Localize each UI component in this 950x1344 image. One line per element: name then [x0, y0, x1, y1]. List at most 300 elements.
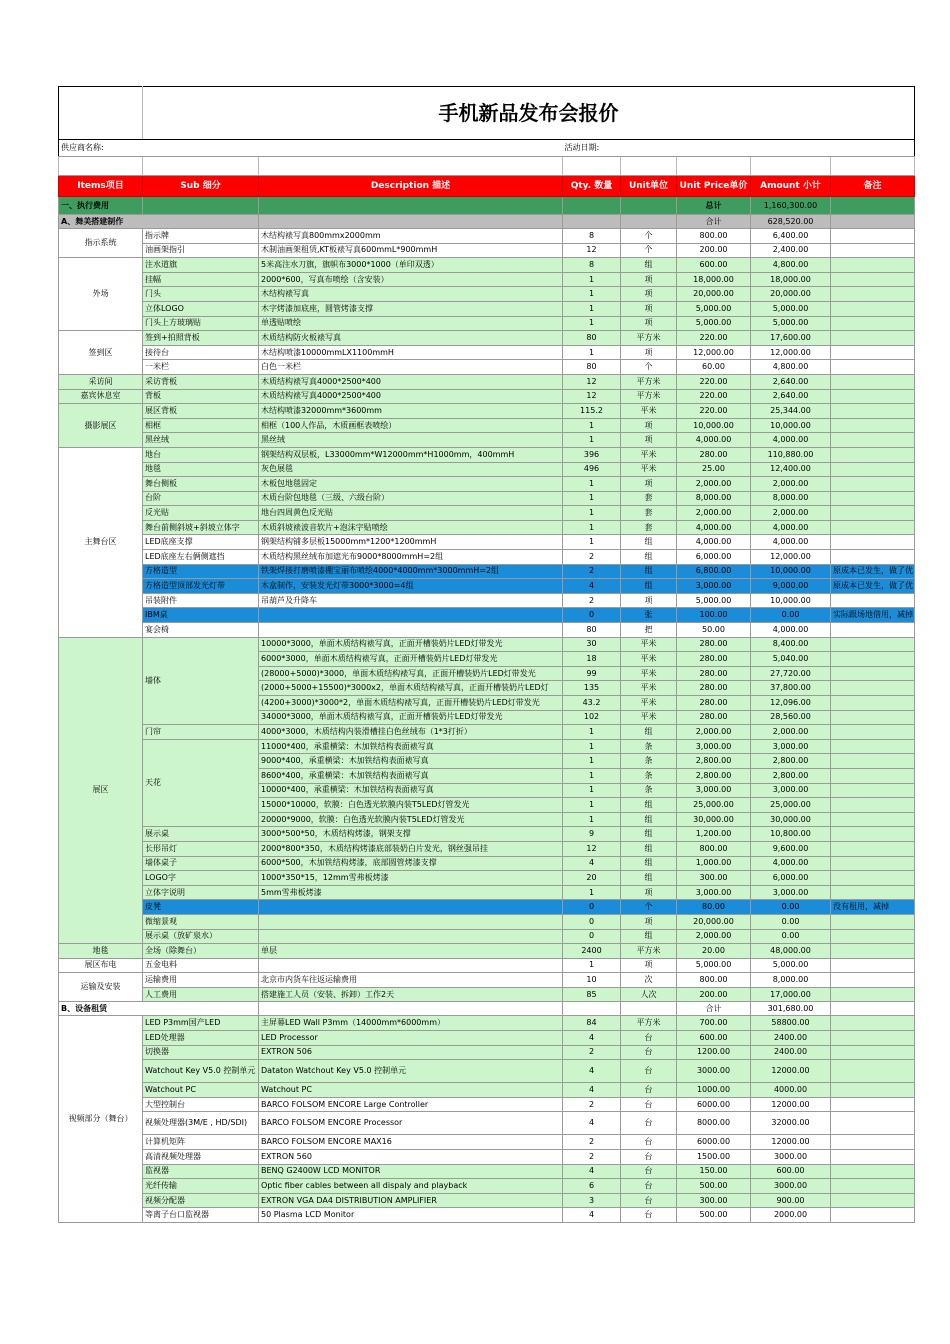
table-row — [59, 506, 915, 521]
amount-cell: 5,000.00 — [751, 958, 831, 973]
amount-cell: 8,000.00 — [751, 973, 831, 988]
qty-cell: 1 — [563, 754, 621, 769]
unit-cell: 项 — [621, 885, 677, 900]
unit-price-cell: 200.00 — [677, 243, 751, 258]
unit-cell: 个 — [621, 900, 677, 915]
sub-item-cell: 门头上方玻璃贴 — [143, 316, 259, 331]
note-cell — [831, 710, 915, 725]
note-cell — [831, 462, 915, 477]
sub-item-cell: 方格造型顶部发光灯带 — [143, 579, 259, 594]
amount-cell: 8,400.00 — [751, 637, 831, 652]
unit-price-cell: 280.00 — [677, 696, 751, 711]
qty-cell: 12 — [563, 243, 621, 258]
note-cell — [831, 1031, 915, 1046]
note-cell — [831, 973, 915, 988]
sub-item-cell: 天花 — [143, 739, 259, 827]
note-cell — [831, 944, 915, 959]
header-items: Items项目 — [59, 176, 143, 197]
item-group-cell: 外场 — [59, 258, 143, 331]
section-b-total-label: 合计 — [677, 1002, 751, 1016]
note-cell — [831, 754, 915, 769]
qty-cell: 1 — [563, 783, 621, 798]
unit-cell: 组 — [621, 579, 677, 594]
qty-cell: 1 — [563, 958, 621, 973]
table-row — [59, 418, 915, 433]
table-row — [59, 287, 915, 302]
unit-price-cell: 3,000.00 — [677, 579, 751, 594]
table-row — [59, 1208, 915, 1223]
section-cell — [259, 215, 563, 229]
unit-cell: 人次 — [621, 987, 677, 1002]
unit-price-cell: 20,000.00 — [677, 287, 751, 302]
blank-cell — [143, 157, 259, 176]
unit-price-cell: 200.00 — [677, 987, 751, 1002]
amount-cell: 2,000.00 — [751, 506, 831, 521]
description-cell: 木质结构裱写真4000*2500*400 — [259, 374, 563, 389]
sub-item-cell: 运输费用 — [143, 973, 259, 988]
unit-price-cell: 25,000.00 — [677, 798, 751, 813]
amount-cell: 2,640.00 — [751, 389, 831, 404]
table-row — [59, 623, 915, 638]
unit-cell: 平方米 — [621, 389, 677, 404]
amount-cell: 4000.00 — [751, 1083, 831, 1098]
table-row — [59, 856, 915, 871]
title-row — [59, 87, 915, 140]
section-cell — [831, 197, 915, 215]
description-cell: 8600*400，承重横梁：木加铁结构表面裱写真 — [259, 768, 563, 783]
unit-cell: 平米 — [621, 404, 677, 419]
amount-cell: 27,720.00 — [751, 666, 831, 681]
table-row — [59, 1045, 915, 1060]
table-row — [59, 1112, 915, 1135]
amount-cell: 25,000.00 — [751, 798, 831, 813]
sub-item-cell: 台阶 — [143, 491, 259, 506]
qty-cell: 2 — [563, 564, 621, 579]
unit-cell: 平米 — [621, 652, 677, 667]
unit-cell: 项 — [621, 914, 677, 929]
amount-cell: 2,400.00 — [751, 243, 831, 258]
note-cell — [831, 1083, 915, 1098]
amount-cell: 4,000.00 — [751, 623, 831, 638]
note-cell — [831, 229, 915, 244]
section-cell — [143, 197, 259, 215]
description-cell: 相框（100人作品，木质画框表喷绘） — [259, 418, 563, 433]
sub-item-cell: 门帘 — [143, 725, 259, 740]
blank-cell — [831, 157, 915, 176]
unit-price-cell: 1200.00 — [677, 1045, 751, 1060]
description-cell: 单透贴喷绘 — [259, 316, 563, 331]
description-cell: (4200+3000)*3000*2，单面木质结构裱写真，正面开槽装奶片LED灯带发光 — [259, 696, 563, 711]
unit-cell: 条 — [621, 768, 677, 783]
description-cell — [259, 958, 563, 973]
amount-cell: 58800.00 — [751, 1016, 831, 1031]
table-row — [59, 535, 915, 550]
blank-row — [59, 157, 915, 176]
table-row — [59, 608, 915, 623]
unit-price-cell: 10,000.00 — [677, 418, 751, 433]
table-row — [59, 637, 915, 652]
note-cell: 原成本已发生，做了优 — [831, 564, 915, 579]
unit-price-cell: 8000.00 — [677, 1112, 751, 1135]
unit-cell: 台 — [621, 1208, 677, 1223]
amount-cell: 5,040.00 — [751, 652, 831, 667]
unit-price-cell: 20,000.00 — [677, 914, 751, 929]
amount-cell: 900.00 — [751, 1193, 831, 1208]
unit-cell: 项 — [621, 316, 677, 331]
note-cell — [831, 301, 915, 316]
description-cell: 6000*500，木加铁结构烤漆，底部圆管烤漆支撑 — [259, 856, 563, 871]
qty-cell: 4 — [563, 1060, 621, 1083]
unit-price-cell: 600.00 — [677, 258, 751, 273]
unit-cell: 平米 — [621, 447, 677, 462]
header-amount: Amount 小计 — [751, 176, 831, 197]
sub-item-cell: 方格造型 — [143, 564, 259, 579]
unit-cell: 项 — [621, 958, 677, 973]
unit-price-cell: 25.00 — [677, 462, 751, 477]
sub-item-cell: 一米栏 — [143, 360, 259, 375]
amount-cell: 2,800.00 — [751, 754, 831, 769]
unit-price-cell: 4,000.00 — [677, 433, 751, 448]
blank-cell — [59, 157, 143, 176]
unit-price-cell: 2,000.00 — [677, 929, 751, 944]
qty-cell: 496 — [563, 462, 621, 477]
table-row — [59, 725, 915, 740]
unit-cell: 套 — [621, 491, 677, 506]
note-cell — [831, 652, 915, 667]
unit-price-cell: 6,000.00 — [677, 550, 751, 565]
unit-price-cell: 2,000.00 — [677, 477, 751, 492]
sub-item-cell: 反光贴 — [143, 506, 259, 521]
description-cell: 15000*10000，软膜：白色透光软膜内装T5LED灯管发光 — [259, 798, 563, 813]
qty-cell: 1 — [563, 885, 621, 900]
supplier-label: 供应商名称: — [59, 140, 563, 157]
description-cell: 34000*3000，单面木质结构裱写真，正面开槽装奶片LED灯带发光 — [259, 710, 563, 725]
sub-item-cell: 微缩景观 — [143, 914, 259, 929]
amount-cell: 28,560.00 — [751, 710, 831, 725]
note-cell — [831, 1164, 915, 1179]
note-cell — [831, 593, 915, 608]
table-row — [59, 404, 915, 419]
item-group-cell: 摄影展区 — [59, 404, 143, 448]
sub-item-cell: 切换器 — [143, 1045, 259, 1060]
note-cell — [831, 1179, 915, 1194]
note-cell — [831, 1150, 915, 1165]
amount-cell: 0.00 — [751, 914, 831, 929]
description-cell: EXTRON 506 — [259, 1045, 563, 1060]
note-cell — [831, 404, 915, 419]
unit-cell: 台 — [621, 1135, 677, 1150]
sub-item-cell: 黑丝绒 — [143, 433, 259, 448]
section-a-row — [59, 215, 915, 229]
description-cell: 单层 — [259, 944, 563, 959]
sub-item-cell: LED处理器 — [143, 1031, 259, 1046]
description-cell: 9000*400，承重横梁：木加铁结构表面裱写真 — [259, 754, 563, 769]
qty-cell: 135 — [563, 681, 621, 696]
unit-price-cell: 4,000.00 — [677, 520, 751, 535]
note-cell — [831, 725, 915, 740]
unit-price-cell: 8,000.00 — [677, 491, 751, 506]
qty-cell: 4 — [563, 1208, 621, 1223]
sub-item-cell: LOGO字 — [143, 871, 259, 886]
amount-cell: 600.00 — [751, 1164, 831, 1179]
unit-cell: 套 — [621, 506, 677, 521]
table-row — [59, 1060, 915, 1083]
description-cell: 木板包地毯固定 — [259, 477, 563, 492]
unit-cell: 平方米 — [621, 1016, 677, 1031]
sub-item-cell: 背板 — [143, 389, 259, 404]
unit-cell: 次 — [621, 973, 677, 988]
note-cell — [831, 477, 915, 492]
header-description: Description 描述 — [259, 176, 563, 197]
note-cell — [831, 345, 915, 360]
description-cell — [259, 623, 563, 638]
note-cell — [831, 681, 915, 696]
header-qty: Qty. 数量 — [563, 176, 621, 197]
unit-cell: 台 — [621, 1164, 677, 1179]
sub-item-cell: 立体字说明 — [143, 885, 259, 900]
sub-item-cell: 指示牌 — [143, 229, 259, 244]
sub-item-cell: 注水道旗 — [143, 258, 259, 273]
unit-cell: 项 — [621, 287, 677, 302]
item-group-cell: 地毯 — [59, 944, 143, 959]
qty-cell: 4 — [563, 1112, 621, 1135]
item-group-cell: 主舞台区 — [59, 447, 143, 637]
sub-item-cell: 高清视频处理器 — [143, 1150, 259, 1165]
qty-cell: 80 — [563, 360, 621, 375]
description-cell: 50 Plasma LCD Monitor — [259, 1208, 563, 1223]
unit-price-cell: 3,000.00 — [677, 739, 751, 754]
sub-item-cell: 门头 — [143, 287, 259, 302]
note-cell — [831, 885, 915, 900]
description-cell: 木质结构裱写真4000*2500*400 — [259, 389, 563, 404]
date-label: 活动日期: — [563, 140, 915, 157]
amount-cell: 5,000.00 — [751, 301, 831, 316]
note-cell — [831, 418, 915, 433]
unit-price-cell: 12,000.00 — [677, 345, 751, 360]
amount-cell: 9,000.00 — [751, 579, 831, 594]
amount-cell: 10,000.00 — [751, 593, 831, 608]
note-cell — [831, 316, 915, 331]
unit-price-cell: 1500.00 — [677, 1150, 751, 1165]
description-cell — [259, 914, 563, 929]
blank-cell — [621, 157, 677, 176]
header-unit: Unit单位 — [621, 176, 677, 197]
amount-cell: 6,000.00 — [751, 871, 831, 886]
sub-item-cell: 墙体桌子 — [143, 856, 259, 871]
unit-price-cell: 300.00 — [677, 871, 751, 886]
qty-cell: 12 — [563, 374, 621, 389]
description-cell: 木质台阶包地毯（三级、六级台阶） — [259, 491, 563, 506]
unit-cell: 台 — [621, 1193, 677, 1208]
amount-cell: 2400.00 — [751, 1031, 831, 1046]
amount-cell: 2,640.00 — [751, 374, 831, 389]
unit-price-cell: 5,000.00 — [677, 958, 751, 973]
qty-cell: 4 — [563, 856, 621, 871]
note-cell — [831, 623, 915, 638]
description-cell: Watchout PC — [259, 1083, 563, 1098]
unit-cell: 组 — [621, 564, 677, 579]
table-row — [59, 1179, 915, 1194]
description-cell: BARCO FOLSOM ENCORE Processor — [259, 1112, 563, 1135]
table-row — [59, 360, 915, 375]
unit-cell: 组 — [621, 798, 677, 813]
table-row — [59, 520, 915, 535]
qty-cell: 396 — [563, 447, 621, 462]
description-cell: 木结构喷漆10000mmLX1100mmH — [259, 345, 563, 360]
section-b-label: B、设备租赁 — [59, 1002, 259, 1016]
note-cell — [831, 783, 915, 798]
description-cell: BENQ G2400W LCD MONITOR — [259, 1164, 563, 1179]
unit-price-cell: 2,000.00 — [677, 506, 751, 521]
unit-price-cell: 800.00 — [677, 841, 751, 856]
qty-cell: 1 — [563, 725, 621, 740]
unit-price-cell: 220.00 — [677, 404, 751, 419]
unit-price-cell: 80.00 — [677, 900, 751, 915]
amount-cell: 110,880.00 — [751, 447, 831, 462]
note-cell — [831, 331, 915, 346]
note-cell — [831, 958, 915, 973]
table-row — [59, 243, 915, 258]
header-row — [59, 176, 915, 197]
section-a-total: 628,520.00 — [751, 215, 831, 229]
amount-cell: 2,000.00 — [751, 725, 831, 740]
unit-price-cell: 1,000.00 — [677, 856, 751, 871]
qty-cell: 1 — [563, 520, 621, 535]
qty-cell: 2400 — [563, 944, 621, 959]
qty-cell: 1 — [563, 768, 621, 783]
table-row — [59, 885, 915, 900]
amount-cell: 12000.00 — [751, 1097, 831, 1112]
amount-cell: 0.00 — [751, 608, 831, 623]
unit-price-cell: 800.00 — [677, 973, 751, 988]
amount-cell: 48,000.00 — [751, 944, 831, 959]
note-cell — [831, 272, 915, 287]
section-cell — [563, 215, 621, 229]
amount-cell: 3000.00 — [751, 1150, 831, 1165]
amount-cell: 12000.00 — [751, 1060, 831, 1083]
unit-price-cell: 2,800.00 — [677, 754, 751, 769]
table-row — [59, 374, 915, 389]
note-cell — [831, 243, 915, 258]
note-cell — [831, 812, 915, 827]
note-cell: 原成本已发生，做了优 — [831, 579, 915, 594]
unit-cell: 套 — [621, 520, 677, 535]
note-cell: 实际跟场地借用，减掉 — [831, 608, 915, 623]
qty-cell: 30 — [563, 637, 621, 652]
unit-price-cell: 280.00 — [677, 710, 751, 725]
unit-price-cell: 60.00 — [677, 360, 751, 375]
note-cell — [831, 1208, 915, 1223]
section-cell — [831, 1002, 915, 1016]
description-cell: BARCO FOLSOM ENCORE Large Controller — [259, 1097, 563, 1112]
sub-item-cell: 吊装附件 — [143, 593, 259, 608]
description-cell: EXTRON 560 — [259, 1150, 563, 1165]
description-cell: 2000*600，写真布喷绘（含安装） — [259, 272, 563, 287]
qty-cell: 2 — [563, 1097, 621, 1112]
unit-price-cell: 300.00 — [677, 1193, 751, 1208]
table-row — [59, 477, 915, 492]
note-cell — [831, 287, 915, 302]
table-row — [59, 331, 915, 346]
note-cell — [831, 374, 915, 389]
unit-price-cell: 5,000.00 — [677, 316, 751, 331]
unit-price-cell: 800.00 — [677, 229, 751, 244]
sub-item-cell: 签到+拍照背板 — [143, 331, 259, 346]
unit-price-cell: 280.00 — [677, 666, 751, 681]
unit-price-cell: 500.00 — [677, 1208, 751, 1223]
description-cell: 木结构裱写真800mmx2000mm — [259, 229, 563, 244]
qty-cell: 10 — [563, 973, 621, 988]
description-cell: 地台四周黄色反光贴 — [259, 506, 563, 521]
header-unit-price: Unit Price单价 — [677, 176, 751, 197]
description-cell: 10000*400，承重横梁：木加铁结构表面裱写真 — [259, 783, 563, 798]
section-execution-row — [59, 197, 915, 215]
unit-price-cell: 2,000.00 — [677, 725, 751, 740]
header-note: 备注 — [831, 176, 915, 197]
qty-cell: 1 — [563, 739, 621, 754]
qty-cell: 8 — [563, 229, 621, 244]
note-cell: 没有租用，减掉 — [831, 900, 915, 915]
table-row — [59, 258, 915, 273]
amount-cell: 4,000.00 — [751, 433, 831, 448]
unit-cell: 组 — [621, 827, 677, 842]
qty-cell: 0 — [563, 929, 621, 944]
amount-cell: 12,400.00 — [751, 462, 831, 477]
table-row — [59, 229, 915, 244]
unit-cell: 组 — [621, 258, 677, 273]
table-row — [59, 491, 915, 506]
unit-cell: 台 — [621, 1179, 677, 1194]
qty-cell: 12 — [563, 389, 621, 404]
table-row — [59, 739, 915, 754]
description-cell — [259, 900, 563, 915]
description-cell: 木制油画架租赁,KT板裱写真600mmL*900mmH — [259, 243, 563, 258]
qty-cell: 1 — [563, 535, 621, 550]
qty-cell: 2 — [563, 1150, 621, 1165]
table-row — [59, 827, 915, 842]
unit-cell: 组 — [621, 856, 677, 871]
note-cell — [831, 768, 915, 783]
table-row — [59, 958, 915, 973]
description-cell: 1000*350*15，12mm雪弗板烤漆 — [259, 871, 563, 886]
amount-cell: 2,000.00 — [751, 477, 831, 492]
unit-cell: 个 — [621, 360, 677, 375]
section-execution-total: 1,160,300.00 — [751, 197, 831, 215]
qty-cell: 1 — [563, 506, 621, 521]
description-cell: 木结构喷漆32000mm*3600mm — [259, 404, 563, 419]
unit-price-cell: 6000.00 — [677, 1135, 751, 1150]
table-row — [59, 462, 915, 477]
note-cell — [831, 1016, 915, 1031]
table-row — [59, 1016, 915, 1031]
amount-cell: 4,800.00 — [751, 258, 831, 273]
quotation-sheet — [58, 86, 914, 1223]
description-cell: 木结构裱写真 — [259, 287, 563, 302]
amount-cell: 4,000.00 — [751, 856, 831, 871]
section-cell — [831, 215, 915, 229]
table-row — [59, 1193, 915, 1208]
unit-price-cell: 600.00 — [677, 1031, 751, 1046]
quotation-table — [58, 86, 915, 1223]
table-row — [59, 301, 915, 316]
unit-cell: 平米 — [621, 666, 677, 681]
amount-cell: 3,000.00 — [751, 783, 831, 798]
description-cell: 木盒制作，安装发光灯带3000*3000=4组 — [259, 579, 563, 594]
unit-cell: 台 — [621, 1045, 677, 1060]
note-cell — [831, 841, 915, 856]
section-a-label: A、舞美搭建制作 — [59, 215, 259, 229]
unit-price-cell: 50.00 — [677, 623, 751, 638]
